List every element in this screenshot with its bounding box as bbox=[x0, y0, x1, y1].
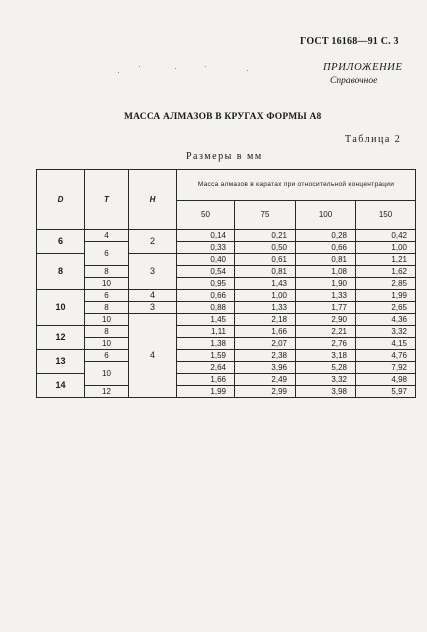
concentration-header: Масса алмазов в каратах при относительной концентрации bbox=[177, 170, 416, 201]
t-value: 10 bbox=[85, 314, 129, 326]
mass-cell: 1,90 bbox=[296, 278, 356, 290]
mass-cell: 1,08 bbox=[296, 266, 356, 278]
t-value: 6 bbox=[85, 242, 129, 266]
h-value: 4 bbox=[129, 314, 177, 398]
mass-cell: 7,92 bbox=[356, 362, 416, 374]
t-value: 4 bbox=[85, 230, 129, 242]
mass-cell: 1,59 bbox=[177, 350, 235, 362]
mass-cell: 1,62 bbox=[356, 266, 416, 278]
mass-cell: 0,66 bbox=[296, 242, 356, 254]
column-header-d: D bbox=[37, 170, 85, 230]
mass-cell: 1,38 bbox=[177, 338, 235, 350]
h-value: 2 bbox=[129, 230, 177, 254]
t-value: 10 bbox=[85, 362, 129, 386]
mass-cell: 2,18 bbox=[235, 314, 296, 326]
scan-speck bbox=[247, 70, 248, 71]
mass-cell: 0,33 bbox=[177, 242, 235, 254]
table-row bbox=[37, 338, 416, 350]
concentration-150-header: 150 bbox=[356, 201, 416, 230]
mass-cell: 0,81 bbox=[296, 254, 356, 266]
mass-cell: 3,32 bbox=[356, 326, 416, 338]
concentration-75-header: 75 bbox=[235, 201, 296, 230]
mass-cell: 0,21 bbox=[235, 230, 296, 242]
mass-cell: 2,65 bbox=[356, 302, 416, 314]
mass-cell: 0,50 bbox=[235, 242, 296, 254]
mass-cell: 1,00 bbox=[235, 290, 296, 302]
mass-cell: 5,97 bbox=[356, 386, 416, 398]
mass-cell: 5,28 bbox=[296, 362, 356, 374]
column-header-h: H bbox=[129, 170, 177, 230]
h-value: 3 bbox=[129, 302, 177, 314]
mass-cell: 1,99 bbox=[177, 386, 235, 398]
d-value: 8 bbox=[37, 254, 85, 290]
t-value: 6 bbox=[85, 350, 129, 362]
mass-cell: 4,98 bbox=[356, 374, 416, 386]
h-value: 4 bbox=[129, 290, 177, 302]
table-row bbox=[37, 290, 416, 302]
mass-cell: 1,99 bbox=[356, 290, 416, 302]
mass-cell: 2,85 bbox=[356, 278, 416, 290]
mass-cell: 4,36 bbox=[356, 314, 416, 326]
table-row bbox=[37, 314, 416, 326]
table-row bbox=[37, 350, 416, 362]
t-value: 8 bbox=[85, 326, 129, 338]
mass-cell: 0,28 bbox=[296, 230, 356, 242]
mass-cell: 0,66 bbox=[177, 290, 235, 302]
mass-cell: 3,18 bbox=[296, 350, 356, 362]
units-note: Размеры в мм bbox=[186, 151, 263, 162]
reference-label: Справочное bbox=[330, 76, 378, 86]
mass-cell: 0,14 bbox=[177, 230, 235, 242]
t-value: 8 bbox=[85, 302, 129, 314]
mass-cell: 4,76 bbox=[356, 350, 416, 362]
mass-cell: 1,66 bbox=[235, 326, 296, 338]
mass-cell: 2,99 bbox=[235, 386, 296, 398]
mass-cell: 0,42 bbox=[356, 230, 416, 242]
mass-cell: 1,66 bbox=[177, 374, 235, 386]
mass-cell: 2,21 bbox=[296, 326, 356, 338]
mass-cell: 1,00 bbox=[356, 242, 416, 254]
table-row bbox=[37, 362, 416, 374]
mass-cell: 4,15 bbox=[356, 338, 416, 350]
scan-speck bbox=[118, 72, 119, 73]
mass-cell: 1,33 bbox=[296, 290, 356, 302]
scan-speck bbox=[205, 66, 206, 67]
mass-cell: 1,43 bbox=[235, 278, 296, 290]
mass-cell: 0,95 bbox=[177, 278, 235, 290]
t-value: 6 bbox=[85, 290, 129, 302]
mass-cell: 2,64 bbox=[177, 362, 235, 374]
mass-cell: 2,07 bbox=[235, 338, 296, 350]
document-title: МАССА АЛМАЗОВ В КРУГАХ ФОРМЫ А8 bbox=[124, 112, 322, 122]
d-value: 12 bbox=[37, 326, 85, 350]
t-value: 8 bbox=[85, 266, 129, 278]
d-value: 14 bbox=[37, 374, 85, 398]
mass-cell: 1,11 bbox=[177, 326, 235, 338]
mass-cell: 0,61 bbox=[235, 254, 296, 266]
t-value: 10 bbox=[85, 278, 129, 290]
scan-speck bbox=[175, 68, 176, 69]
mass-cell: 1,45 bbox=[177, 314, 235, 326]
mass-cell: 3,32 bbox=[296, 374, 356, 386]
concentration-50-header: 50 bbox=[177, 201, 235, 230]
mass-cell: 1,77 bbox=[296, 302, 356, 314]
table-row bbox=[37, 278, 416, 290]
mass-cell: 2,76 bbox=[296, 338, 356, 350]
mass-cell: 0,54 bbox=[177, 266, 235, 278]
mass-cell: 3,98 bbox=[296, 386, 356, 398]
h-value: 3 bbox=[129, 254, 177, 290]
scan-speck bbox=[139, 66, 140, 67]
diamond-mass-table bbox=[36, 169, 416, 398]
mass-cell: 1,33 bbox=[235, 302, 296, 314]
d-value: 6 bbox=[37, 230, 85, 254]
t-value: 10 bbox=[85, 338, 129, 350]
document-code: ГОСТ 16168—91 С. 3 bbox=[300, 36, 399, 47]
d-value: 10 bbox=[37, 290, 85, 326]
t-value: 12 bbox=[85, 386, 129, 398]
mass-cell: 2,49 bbox=[235, 374, 296, 386]
mass-cell: 1,21 bbox=[356, 254, 416, 266]
table-row bbox=[37, 230, 416, 242]
table-label: Таблица 2 bbox=[345, 134, 402, 145]
mass-cell: 2,38 bbox=[235, 350, 296, 362]
table-row bbox=[37, 326, 416, 338]
concentration-100-header: 100 bbox=[296, 201, 356, 230]
table-row bbox=[37, 302, 416, 314]
table-row bbox=[37, 242, 416, 254]
mass-cell: 0,40 bbox=[177, 254, 235, 266]
table-row bbox=[37, 266, 416, 278]
column-header-t: T bbox=[85, 170, 129, 230]
appendix-label: ПРИЛОЖЕНИЕ bbox=[323, 62, 403, 73]
mass-cell: 2,90 bbox=[296, 314, 356, 326]
mass-cell: 3,96 bbox=[235, 362, 296, 374]
mass-cell: 0,88 bbox=[177, 302, 235, 314]
mass-cell: 0,81 bbox=[235, 266, 296, 278]
d-value: 13 bbox=[37, 350, 85, 374]
table-row bbox=[37, 386, 416, 398]
